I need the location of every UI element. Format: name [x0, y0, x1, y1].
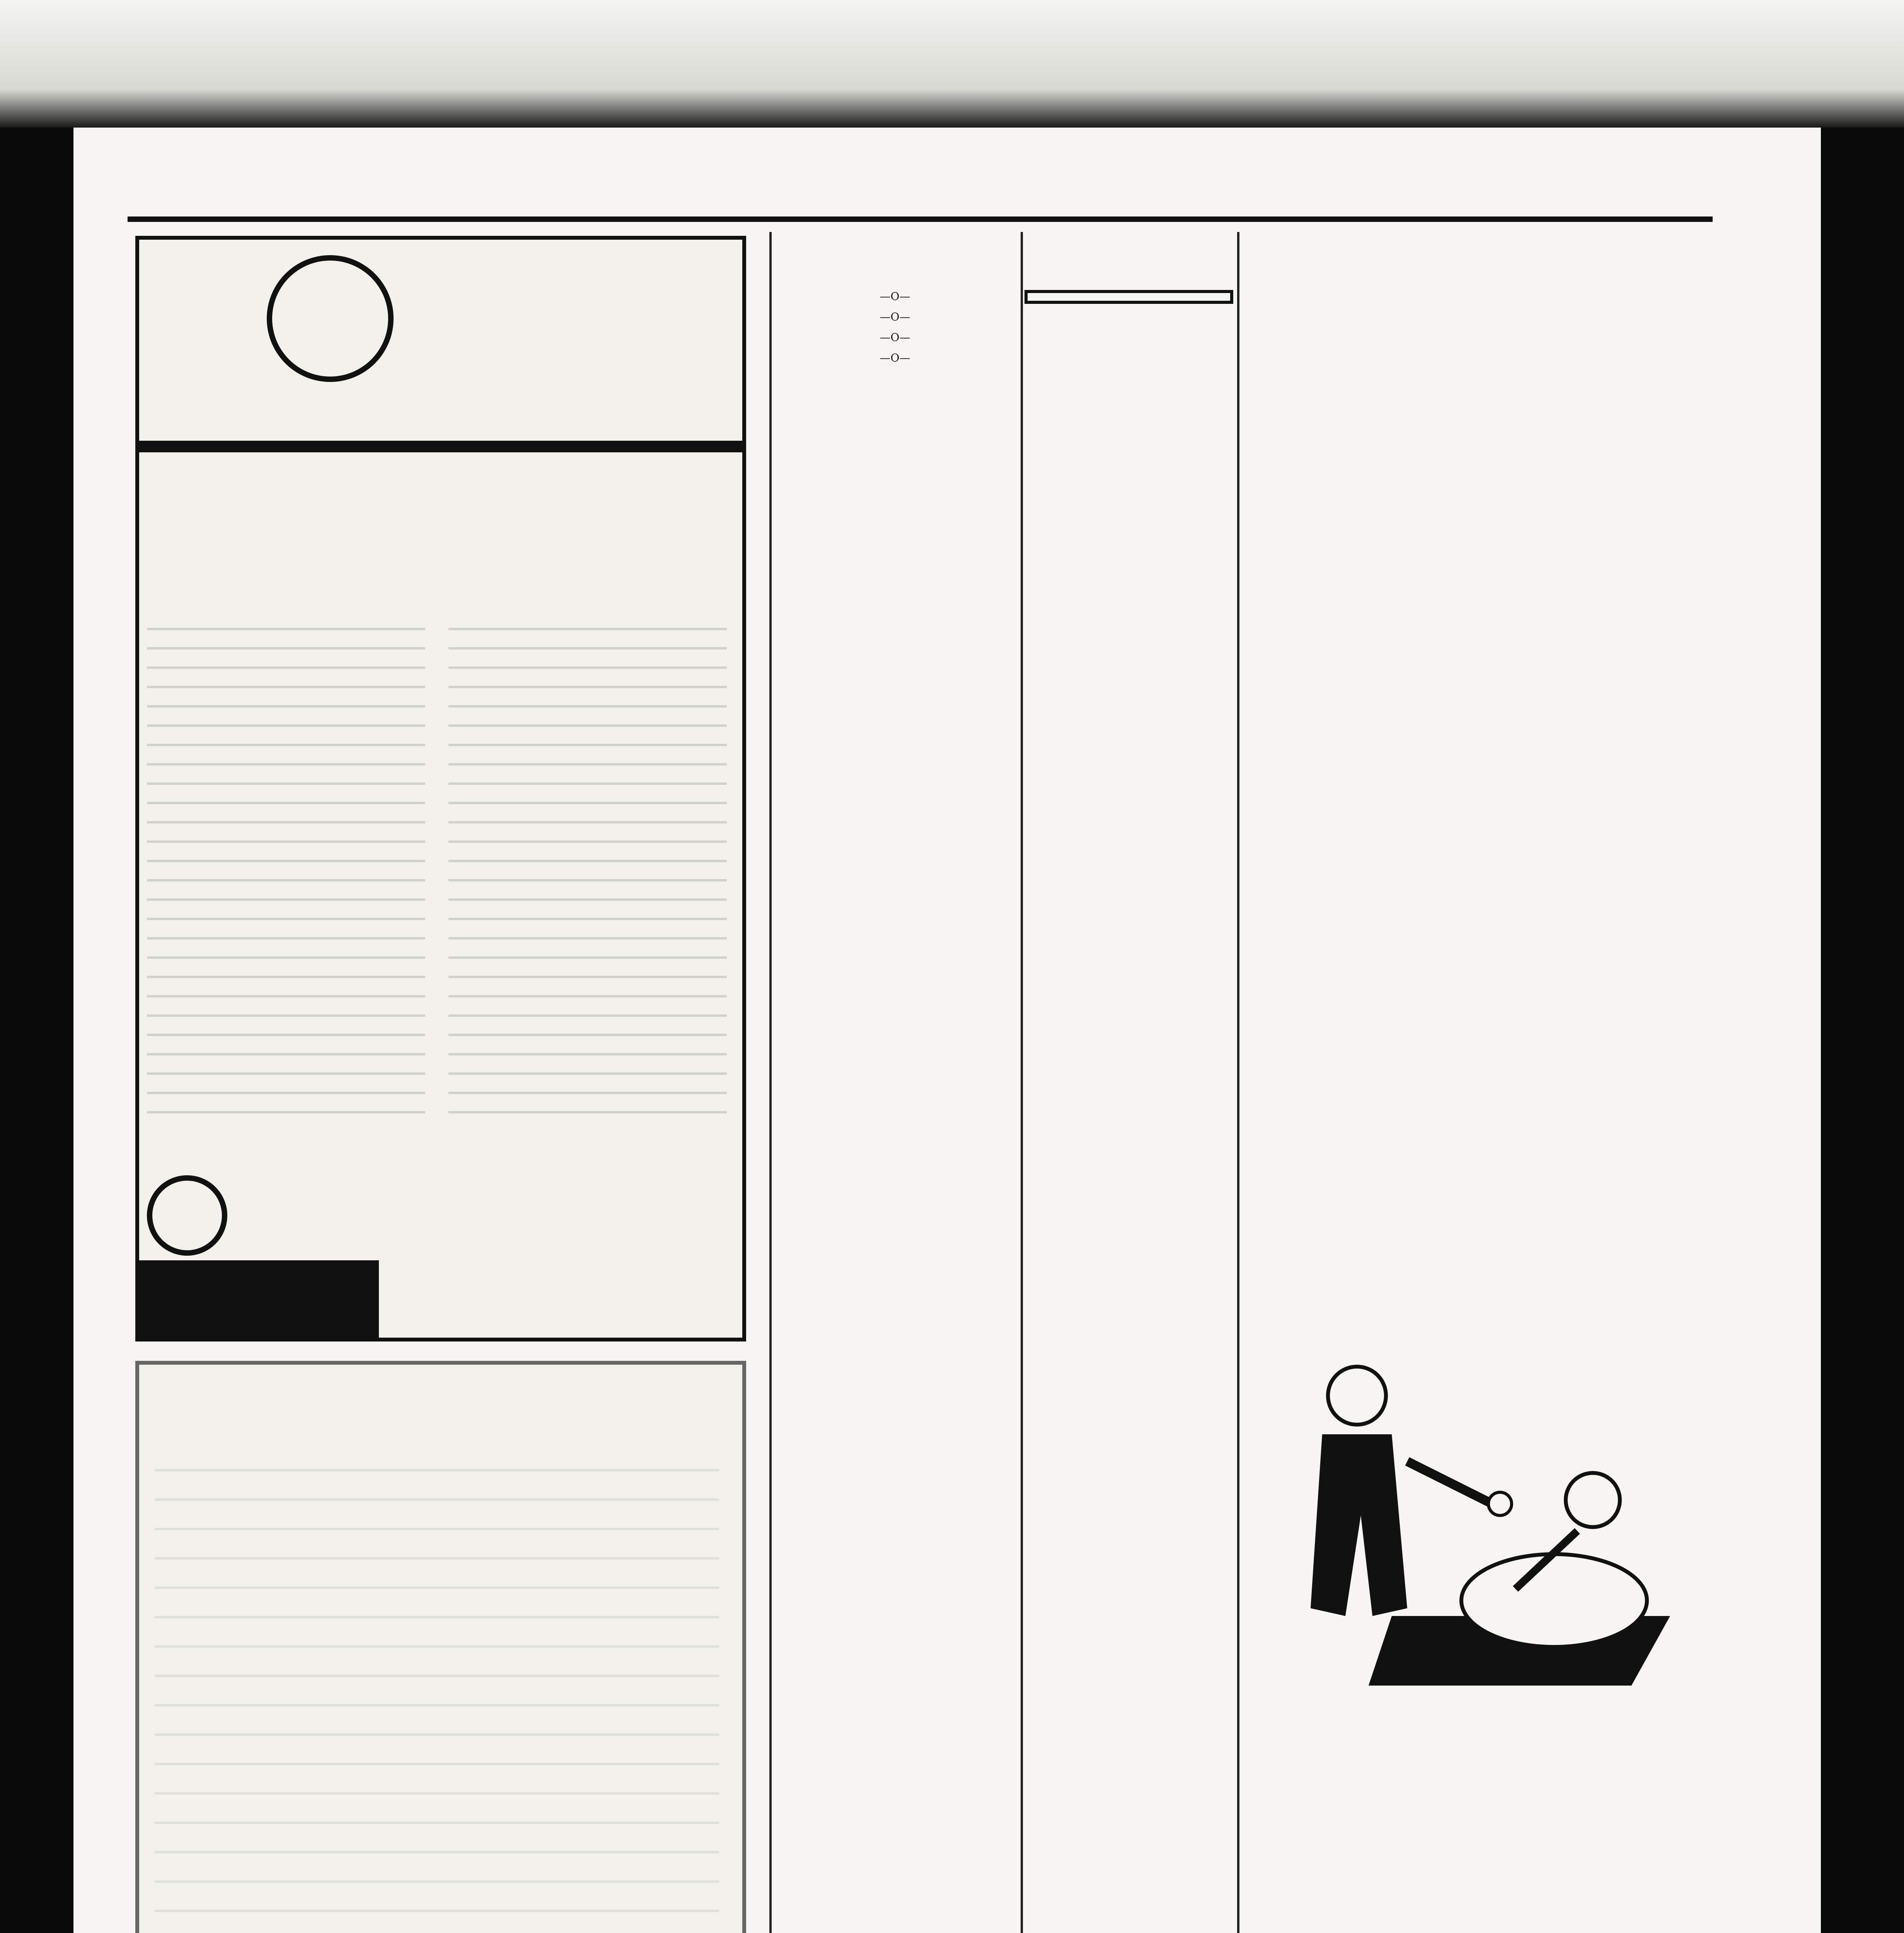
- fruit-illustration-svg: [1245, 1338, 1686, 1717]
- pinkham-ad: [1024, 290, 1233, 304]
- column-rule-3: [1237, 232, 1239, 1933]
- recipe-column-left: [1249, 1740, 1465, 1933]
- fruit-illustration: [1245, 1338, 1686, 1717]
- ad-divider: [139, 441, 742, 452]
- separator: —O—: [880, 310, 910, 323]
- kidneys-ad-body: [1024, 312, 1233, 428]
- mail-coupon-banner: [139, 1260, 379, 1338]
- magazine-ad-lower: [135, 1361, 746, 1933]
- public-auction-ad: [1245, 278, 1709, 1326]
- top-rule: [128, 216, 1713, 222]
- magazine-list: [147, 611, 425, 1129]
- column-2: [773, 282, 1017, 1933]
- faded-coupon-body: [155, 1442, 719, 1933]
- recipe-column-right: [1473, 1740, 1689, 1933]
- price-badge: [147, 1175, 227, 1256]
- stop-sign: [252, 241, 408, 396]
- magazine-ad-upper: [135, 236, 746, 1342]
- magazine-group-list: [448, 611, 727, 1129]
- column-rule-2: [1021, 232, 1023, 1933]
- column-rule-1: [769, 232, 772, 1933]
- column-3: [1024, 282, 1233, 1933]
- separator: —O—: [880, 351, 910, 364]
- separator: —O—: [880, 331, 910, 344]
- separator: —O—: [880, 290, 910, 303]
- scan-top-strip: [0, 0, 1904, 128]
